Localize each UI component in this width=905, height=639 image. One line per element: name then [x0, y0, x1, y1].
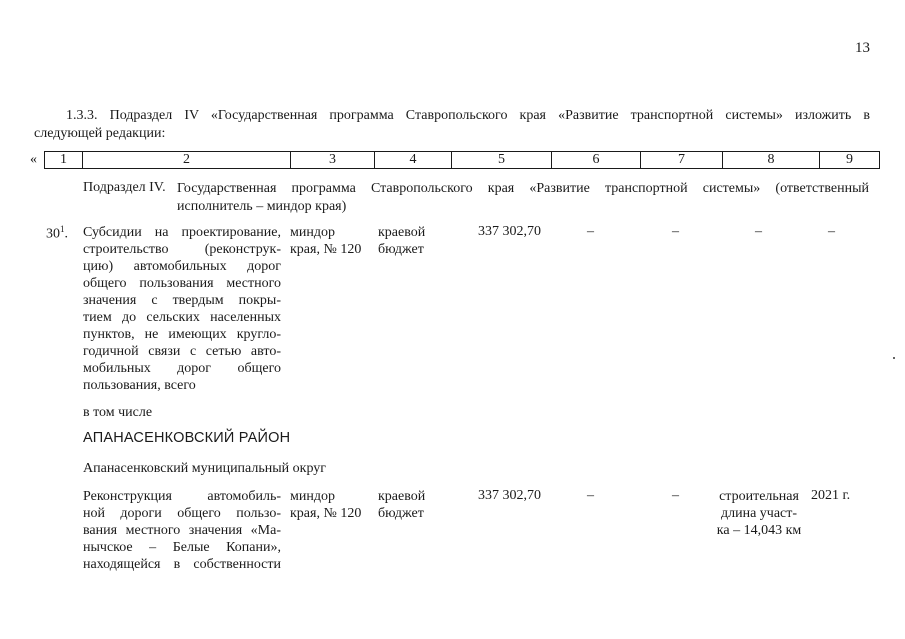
description-line: значения с твердым покры-	[83, 293, 281, 308]
subsection-title	[177, 180, 869, 216]
header-col-9: 9	[819, 152, 879, 168]
header-col-8: 8	[722, 152, 819, 168]
region-heading: АПАНАСЕНКОВСКИЙ РАЙОН	[83, 430, 291, 446]
subsection-title-line1: Государственная программа Ставропольского края «Развитие транспортной системы» (ответственный	[177, 181, 869, 196]
row-col7-value: –	[672, 224, 679, 239]
object-amount: 337 302,70	[478, 488, 541, 503]
intro-paragraph-line2: следующей редакции:	[34, 126, 166, 141]
description-line: строительство (реконструк-	[83, 242, 281, 257]
object-col7-value: –	[672, 488, 679, 503]
table-header-row	[44, 151, 880, 169]
description-line: общего пользования местного	[83, 276, 281, 291]
opening-quote: «	[30, 152, 37, 167]
description-line: ной дороги общего пользо-	[83, 506, 281, 521]
row-executor: миндор края, № 120	[290, 225, 362, 257]
description-line: мобильных дорог общего	[83, 361, 281, 376]
description-line: Субсидии на проектирование,	[83, 225, 281, 240]
description-line: пользования, всего	[83, 378, 196, 393]
subsection-label: Подраздел IV.	[83, 180, 166, 195]
including-label: в том числе	[83, 405, 153, 420]
object-result: строительная длина участ- ка – 14,043 км	[716, 489, 802, 538]
header-col-2: 2	[82, 152, 290, 168]
header-col-3: 3	[290, 152, 374, 168]
description-line: годичной связи с сетью авто-	[83, 344, 281, 359]
row-col6-value: –	[587, 224, 594, 239]
row-number: $30^1$.	[46, 224, 68, 242]
description-line: пунктов, не имеющих кругло-	[83, 327, 281, 342]
object-year: 2021 г.	[811, 488, 851, 503]
intro-paragraph-line1: 1.3.3. Подраздел IV «Государственная программа Ставропольского края «Развитие транспортной системы» изложить в	[66, 108, 870, 123]
scan-speck	[893, 357, 895, 359]
object-description	[83, 488, 281, 573]
description-line: вания местного значения «Ма-	[83, 523, 281, 538]
description-line: Реконструкция автомобиль-	[83, 489, 281, 504]
header-col-4: 4	[374, 152, 451, 168]
header-col-5: 5	[451, 152, 551, 168]
row-amount: 337 302,70	[478, 224, 541, 239]
row-funding-source: краевой бюджет	[378, 225, 426, 257]
description-line: цию) автомобильных дорог	[83, 259, 281, 274]
object-funding-source: краевой бюджет	[378, 489, 426, 521]
object-col6-value: –	[587, 488, 594, 503]
row-col9-value: –	[828, 224, 835, 239]
row-col8-value: –	[755, 224, 762, 239]
description-line: тием до сельских населенных	[83, 310, 281, 325]
object-executor: миндор края, № 120	[290, 489, 362, 521]
description-line: находящейся в собственности	[83, 557, 281, 572]
page-number: 13	[855, 40, 870, 56]
row-description	[83, 224, 281, 394]
header-col-6: 6	[551, 152, 640, 168]
description-line: нычское – Белые Копани»,	[83, 540, 281, 555]
header-col-1: 1	[60, 152, 67, 167]
header-col-7: 7	[640, 152, 722, 168]
municipality-heading: Апанасенковский муниципальный округ	[83, 461, 327, 476]
subsection-title-line2: исполнитель – миндор края)	[177, 199, 347, 214]
